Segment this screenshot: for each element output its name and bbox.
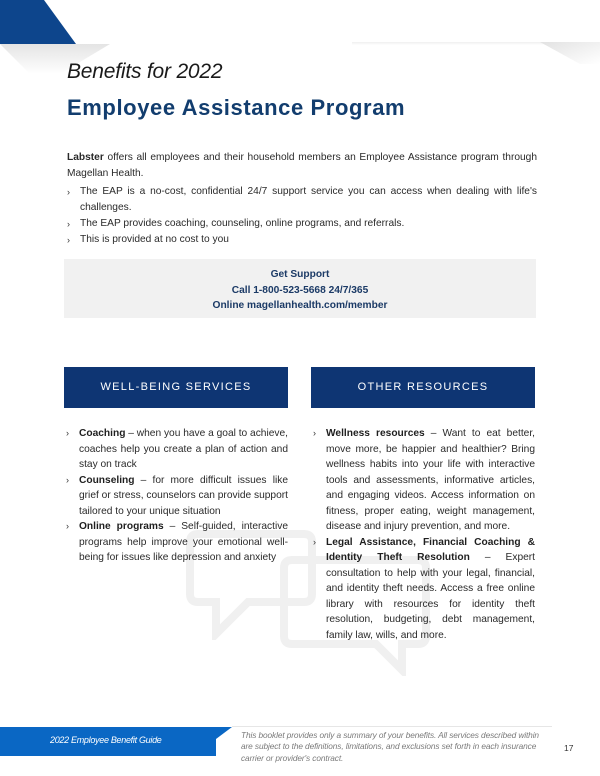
chevron-right-icon: ›: [67, 187, 70, 197]
footer-disclaimer: This booklet provides only a summary of your benefits. All services described within are subject to the definitions, limitations, and exclusions set forth in each insurance carrier or provider's contract.: [241, 730, 539, 763]
section-header-well-being-services: WELL-BEING SERVICES: [64, 367, 288, 408]
service-term: Online programs: [79, 521, 164, 532]
corner-shadow-top-right: [540, 42, 600, 68]
resource-term: Wellness resources: [326, 428, 425, 439]
list-item: › Legal Assistance, Financial Coaching & Identity Theft Resolution – Expert consultation to help with your legal, financial, and identity theft needs. Access a free online library with resources for identity theft resolution, budgeting, debt management, family law, wills, and more.: [313, 536, 535, 641]
guide-label: 2022 Employee Benefit Guide: [50, 735, 162, 745]
page-number: 17: [564, 743, 574, 753]
support-callout: [64, 259, 536, 318]
resource-term: Legal Assistance, Financial Coaching & Identity Theft Resolution: [326, 536, 535, 563]
chevron-right-icon: ›: [313, 536, 316, 547]
chevron-right-icon: ›: [313, 428, 316, 438]
support-phone[interactable]: Call 1-800-523-5668 24/7/365: [231, 284, 369, 296]
support-heading: Get Support: [270, 269, 330, 280]
page-subtitle: Benefits for 2022: [67, 60, 223, 83]
chevron-right-icon: ›: [66, 521, 69, 531]
list-item: › This is provided at no cost to you: [67, 232, 537, 248]
company-name: Labster: [67, 152, 104, 163]
corner-accent-top-left: [0, 0, 80, 44]
chevron-right-icon: ›: [67, 235, 70, 245]
chevron-right-icon: ›: [66, 474, 69, 485]
intro-text: offers all employees and their household members an Employee Assistance program through Magellan Health.: [67, 152, 537, 179]
list-item: › Wellness resources – Want to eat better, move more, be happier and healthier? Bring wellness habits into your life with interactive tools and assessments, informative articles, and engaging videos. Access information on fitness, proper eating, weight management, disease and injury prevention, and more.: [313, 428, 535, 532]
chevron-right-icon: ›: [67, 219, 70, 229]
service-term: Coaching: [79, 428, 126, 439]
other-resources-list: [313, 426, 535, 643]
intro-paragraph: [67, 150, 537, 182]
service-term: Counseling: [79, 474, 135, 486]
section-header-other-resources: OTHER RESOURCES: [311, 367, 535, 408]
list-item: › Coaching – when you have a goal to achieve, coaches help you create a plan of action and stay on track: [66, 428, 288, 470]
footer-divider: [232, 726, 552, 727]
page-title: Employee Assistance Program: [67, 95, 406, 120]
list-item: › Online programs – Self-guided, interactive programs help improve your emotional well-being for issues like depression and anxiety: [66, 521, 289, 563]
chevron-right-icon: ›: [66, 428, 69, 438]
list-item: › The EAP provides coaching, counseling, online programs, and referrals.: [67, 216, 537, 232]
intro-bullet-list: [67, 184, 537, 248]
support-online-link[interactable]: Online magellanhealth.com/member: [212, 300, 388, 311]
list-item: › Counseling – for more difficult issues like grief or stress, counselors can provide support tailored to your unique situation: [66, 474, 288, 517]
well-being-services-list: [66, 426, 288, 566]
list-item: › The EAP is a no-cost, confidential 24/7 support service you can access when dealing with life's challenges.: [67, 186, 537, 213]
